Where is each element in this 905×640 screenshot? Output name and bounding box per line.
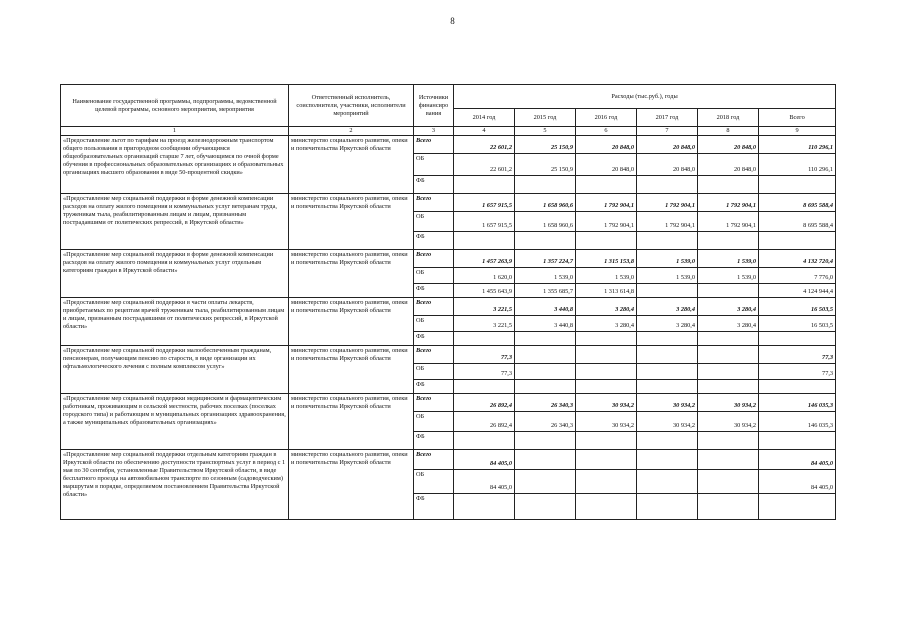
expense-cell xyxy=(515,364,576,380)
expense-cell xyxy=(515,380,576,394)
expense-cell xyxy=(698,494,759,520)
index-cell: 9 xyxy=(759,127,836,136)
total-cell xyxy=(759,494,836,520)
funding-source: ОБ xyxy=(414,316,454,332)
expense-cell: 3 280,4 xyxy=(637,316,698,332)
expense-cell: 1 313 614,8 xyxy=(576,284,637,298)
total-cell: 16 503,5 xyxy=(759,316,836,332)
program-name: «Предоставление льгот по тарифам на проезд железнодорожным транспортом общего пользования в пригородном сообщении обучающимся общеобразовательных организаций старше 7 лет, обучающимся по очной форме обучения в профессиональных образовательных организациях и образовательных организациях высшего образования в виде 50-процентной скидки» xyxy=(61,136,289,194)
expense-cell: 26 340,3 xyxy=(515,412,576,432)
expense-cell: 1 620,0 xyxy=(454,268,515,284)
index-cell: 5 xyxy=(515,127,576,136)
expense-cell xyxy=(698,364,759,380)
funding-source: Всего xyxy=(414,194,454,212)
index-cell: 7 xyxy=(637,127,698,136)
expense-cell xyxy=(576,232,637,250)
expense-cell: 3 221,5 xyxy=(454,316,515,332)
expense-cell xyxy=(454,432,515,450)
funding-source: ФБ xyxy=(414,380,454,394)
total-cell: 7 776,0 xyxy=(759,268,836,284)
expense-cell xyxy=(576,470,637,494)
expense-cell xyxy=(637,380,698,394)
expense-cell xyxy=(454,380,515,394)
expense-cell xyxy=(576,380,637,394)
table-row xyxy=(61,250,836,268)
expense-cell xyxy=(515,432,576,450)
funding-source: Всего xyxy=(414,450,454,470)
index-row xyxy=(61,127,836,136)
expense-cell: 1 457 263,9 xyxy=(454,250,515,268)
expense-cell: 3 280,4 xyxy=(576,298,637,316)
expense-cell: 20 848,0 xyxy=(698,154,759,176)
expense-cell xyxy=(698,346,759,364)
expense-cell: 1 539,0 xyxy=(698,268,759,284)
expense-cell: 26 892,4 xyxy=(454,412,515,432)
expense-cell: 20 848,0 xyxy=(637,154,698,176)
expense-cell xyxy=(637,176,698,194)
expense-cell xyxy=(576,432,637,450)
expense-cell: 1 357 224,7 xyxy=(515,250,576,268)
total-cell: 110 296,1 xyxy=(759,136,836,154)
expense-cell xyxy=(637,494,698,520)
expense-cell: 25 150,9 xyxy=(515,136,576,154)
header-sources: Источники финансиро вания xyxy=(414,85,454,127)
expense-cell: 1 455 643,9 xyxy=(454,284,515,298)
expense-cell xyxy=(576,450,637,470)
funding-source: Всего xyxy=(414,298,454,316)
expense-cell: 30 934,2 xyxy=(576,394,637,412)
expense-cell: 30 934,2 xyxy=(576,412,637,432)
funding-source: ОБ xyxy=(414,212,454,232)
total-cell: 77,3 xyxy=(759,346,836,364)
funding-source: ФБ xyxy=(414,332,454,346)
expense-cell: 3 280,4 xyxy=(698,298,759,316)
total-cell xyxy=(759,232,836,250)
expense-cell: 1 539,0 xyxy=(576,268,637,284)
expense-cell: 20 848,0 xyxy=(576,154,637,176)
total-cell xyxy=(759,432,836,450)
program-name: «Предоставление мер социальной поддержки в части оплаты лекарств, приобретаемых по рецептам врачей труженикам тыла, реабилитированным лицам и лицам, признанным пострадавшими от политических репрессий, в Иркутской области» xyxy=(61,298,289,346)
total-cell: 146 035,3 xyxy=(759,412,836,432)
expense-cell: 30 934,2 xyxy=(698,412,759,432)
index-cell: 3 xyxy=(414,127,454,136)
funding-source: Всего xyxy=(414,394,454,412)
expense-cell: 1 539,0 xyxy=(637,268,698,284)
expense-cell xyxy=(637,432,698,450)
expense-cell: 22 601,2 xyxy=(454,154,515,176)
total-cell: 146 035,3 xyxy=(759,394,836,412)
expense-cell: 1 355 685,7 xyxy=(515,284,576,298)
expense-cell: 3 280,4 xyxy=(637,298,698,316)
funding-source: ФБ xyxy=(414,176,454,194)
expense-cell xyxy=(454,332,515,346)
expense-cell: 1 792 904,1 xyxy=(698,194,759,212)
total-cell: 4 132 720,4 xyxy=(759,250,836,268)
funding-source: ОБ xyxy=(414,412,454,432)
expense-cell xyxy=(576,494,637,520)
program-executor: министерство социального развития, опеки и попечительства Иркутской области xyxy=(289,136,414,194)
expense-cell xyxy=(576,346,637,364)
funding-source: ОБ xyxy=(414,154,454,176)
total-cell: 84 405,0 xyxy=(759,450,836,470)
expense-cell: 84 405,0 xyxy=(454,450,515,470)
funding-source: ФБ xyxy=(414,432,454,450)
expense-cell xyxy=(454,232,515,250)
index-cell: 4 xyxy=(454,127,515,136)
funding-source: Всего xyxy=(414,346,454,364)
total-cell xyxy=(759,176,836,194)
funding-source: ОБ xyxy=(414,268,454,284)
expense-cell: 84 405,0 xyxy=(454,470,515,494)
expense-cell xyxy=(698,380,759,394)
expense-cell xyxy=(515,470,576,494)
index-cell: 8 xyxy=(698,127,759,136)
expense-cell xyxy=(515,176,576,194)
program-executor: министерство социального развития, опеки и попечительства Иркутской области xyxy=(289,250,414,298)
header-year: 2016 год xyxy=(576,109,637,127)
index-cell: 2 xyxy=(289,127,414,136)
expense-cell xyxy=(454,176,515,194)
expense-cell xyxy=(576,364,637,380)
expense-cell xyxy=(515,346,576,364)
expense-cell xyxy=(637,470,698,494)
program-name: «Предоставление мер социальной поддержки малообеспеченным гражданам, пенсионерам, получающим пенсию по старости, в виде организации их офтальмологического лечения с полным комплексом услуг» xyxy=(61,346,289,394)
expense-cell xyxy=(515,494,576,520)
expense-cell: 3 440,8 xyxy=(515,298,576,316)
expense-cell xyxy=(637,346,698,364)
expense-cell: 1 657 915,5 xyxy=(454,212,515,232)
expense-cell: 3 280,4 xyxy=(698,316,759,332)
program-executor: министерство социального развития, опеки и попечительства Иркутской области xyxy=(289,450,414,520)
expense-cell xyxy=(698,284,759,298)
expense-cell xyxy=(637,364,698,380)
expense-cell: 1 315 153,8 xyxy=(576,250,637,268)
expense-cell: 1 657 915,5 xyxy=(454,194,515,212)
total-cell xyxy=(759,332,836,346)
header-year: 2014 год xyxy=(454,109,515,127)
expense-cell xyxy=(698,332,759,346)
header-executor: Ответственный исполнитель, соисполнители, участники, исполнители мероприятий xyxy=(289,85,414,127)
total-cell: 8 695 588,4 xyxy=(759,212,836,232)
expense-cell: 1 658 960,6 xyxy=(515,212,576,232)
expense-cell: 26 892,4 xyxy=(454,394,515,412)
table-row xyxy=(61,450,836,470)
funding-source: Всего xyxy=(414,250,454,268)
index-cell: 6 xyxy=(576,127,637,136)
expense-cell xyxy=(576,332,637,346)
table-row xyxy=(61,298,836,316)
expense-cell: 1 539,0 xyxy=(515,268,576,284)
expense-cell: 30 934,2 xyxy=(637,394,698,412)
expense-cell xyxy=(698,470,759,494)
index-cell: 1 xyxy=(61,127,289,136)
expense-cell: 3 221,5 xyxy=(454,298,515,316)
table-row xyxy=(61,194,836,212)
total-cell: 110 296,1 xyxy=(759,154,836,176)
expense-cell: 77,3 xyxy=(454,364,515,380)
total-cell: 77,3 xyxy=(759,364,836,380)
header-name: Наименование государственной программы, подпрограммы, ведомственной целевой программы, основного мероприятия, мероприятия xyxy=(61,85,289,127)
funding-source: ОБ xyxy=(414,470,454,494)
total-cell: 16 503,5 xyxy=(759,298,836,316)
expense-cell xyxy=(698,176,759,194)
funding-source: ФБ xyxy=(414,232,454,250)
expense-cell: 26 340,3 xyxy=(515,394,576,412)
expense-cell: 3 280,4 xyxy=(576,316,637,332)
expense-cell: 1 539,0 xyxy=(637,250,698,268)
program-name: «Предоставление мер социальной поддержки в форме денежной компенсации расходов на оплату жилого помещения и коммунальных услуг отдельным категориям граждан в Иркутской области» xyxy=(61,250,289,298)
budget-table xyxy=(60,84,836,520)
header-total: Всего xyxy=(759,109,836,127)
expense-cell: 25 150,9 xyxy=(515,154,576,176)
expense-cell: 20 848,0 xyxy=(576,136,637,154)
expense-cell: 22 601,2 xyxy=(454,136,515,154)
expense-cell xyxy=(637,232,698,250)
header-year: 2018 год xyxy=(698,109,759,127)
expense-cell xyxy=(515,232,576,250)
total-cell: 84 405,0 xyxy=(759,470,836,494)
expense-cell xyxy=(576,176,637,194)
expense-cell: 1 792 904,1 xyxy=(576,212,637,232)
expense-cell xyxy=(637,332,698,346)
funding-source: ФБ xyxy=(414,494,454,520)
table-row xyxy=(61,394,836,412)
page-number: 8 xyxy=(450,16,455,26)
expense-cell: 1 658 960,6 xyxy=(515,194,576,212)
program-executor: министерство социального развития, опеки и попечительства Иркутской области xyxy=(289,346,414,394)
program-name: «Предоставление мер социальной поддержки в форме денежной компенсации расходов на оплату жилого помещения и коммунальных услуг ветеранам труда, труженикам тыла, реабилитированным лицам и лицам, признанным пострадавшими от политических репрессий, в Иркутской области» xyxy=(61,194,289,250)
expense-cell xyxy=(698,232,759,250)
total-cell xyxy=(759,380,836,394)
expense-cell: 1 792 904,1 xyxy=(698,212,759,232)
program-name: «Предоставление мер социальной поддержки медицинским и фармацевтическим работникам, проживающим в сельской местности, рабочих поселках (поселках городского типа) и работающим в муниципальных организациях здравоохранения, а также муниципальных образовательных организациях» xyxy=(61,394,289,450)
header-year: 2017 год xyxy=(637,109,698,127)
funding-source: Всего xyxy=(414,136,454,154)
funding-source: ОБ xyxy=(414,364,454,380)
table-row xyxy=(61,346,836,364)
expense-cell xyxy=(637,284,698,298)
program-executor: министерство социального развития, опеки и попечительства Иркутской области xyxy=(289,394,414,450)
expense-cell: 1 792 904,1 xyxy=(637,194,698,212)
table-row xyxy=(61,136,836,154)
program-executor: министерство социального развития, опеки и попечительства Иркутской области xyxy=(289,298,414,346)
expense-cell: 30 934,2 xyxy=(637,412,698,432)
total-cell: 4 124 944,4 xyxy=(759,284,836,298)
expense-cell xyxy=(698,432,759,450)
expense-cell xyxy=(698,450,759,470)
expense-cell xyxy=(515,332,576,346)
expense-cell xyxy=(515,450,576,470)
total-cell: 8 695 588,4 xyxy=(759,194,836,212)
expense-cell xyxy=(454,494,515,520)
header-expenses: Расходы (тыс.руб.), годы xyxy=(454,85,836,109)
expense-cell: 77,3 xyxy=(454,346,515,364)
program-name: «Предоставление мер социальной поддержки отдельным категориям граждан в Иркутской области по обеспечению доступности транспортных услуг в период с 1 мая по 30 сентября, установленные Правительством Иркутской области, в виде бесплатного проезда на автомобильном транспорте по сезонным (садоводческим) маршрутам в порядке, определяемом постановлением Правительства Иркутской области» xyxy=(61,450,289,520)
expense-cell: 3 440,8 xyxy=(515,316,576,332)
expense-cell: 1 792 904,1 xyxy=(576,194,637,212)
expense-cell: 1 792 904,1 xyxy=(637,212,698,232)
table-body xyxy=(61,136,836,520)
header-year: 2015 год xyxy=(515,109,576,127)
expense-cell: 1 539,0 xyxy=(698,250,759,268)
expense-cell: 20 848,0 xyxy=(637,136,698,154)
funding-source: ФБ xyxy=(414,284,454,298)
program-executor: министерство социального развития, опеки и попечительства Иркутской области xyxy=(289,194,414,250)
expense-cell: 20 848,0 xyxy=(698,136,759,154)
expense-cell: 30 934,2 xyxy=(698,394,759,412)
expense-cell xyxy=(637,450,698,470)
